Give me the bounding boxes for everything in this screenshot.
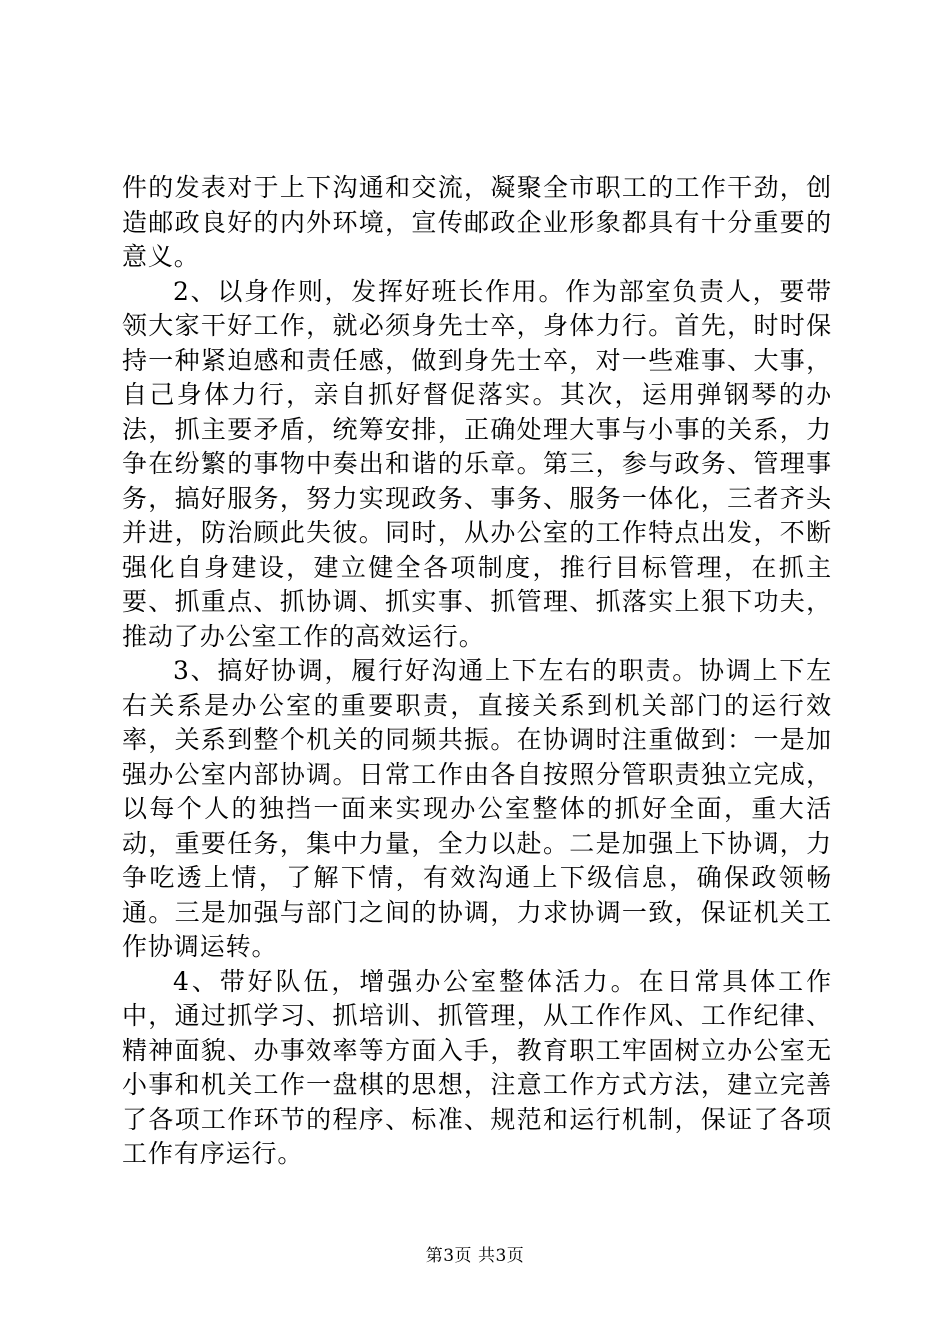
paragraph-continuation: 件的发表对于上下沟通和交流，凝聚全市职工的工作干劲，创造邮政良好的内外环境，宣传邮政企业形象都具有十分重要的意义。 xyxy=(122,173,832,271)
paragraph-item-4: 4、带好队伍，增强办公室整体活力。在日常具体工作中，通过抓学习、抓培训、抓管理，从工作作风、工作纪律、精神面貌、办事效率等方面入手，教育职工牢固树立办公室无小事和机关工作一盘棋的思想，注意工作方式方法，建立完善了各项工作环节的程序、标准、规范和运行机制，保证了各项工作有序运行。 xyxy=(122,966,832,1168)
body-text xyxy=(122,171,832,1172)
paragraph-item-2: 2、以身作则，发挥好班长作用。作为部室负责人，要带领大家干好工作，就必须身先士卒，身体力行。首先，时时保持一种紧迫感和责任感，做到身先士卒，对一些难事、大事，自己身体力行，亲自抓好督促落实。其次，运用弹钢琴的办法，抓主要矛盾，统筹安排，正确处理大事与小事的关系，力争在纷繁的事物中奏出和谐的乐章。第三，参与政务、管理事务，搞好服务，努力实现政务、事务、服务一体化，三者齐头并进，防治顾此失彼。同时，从办公室的工作特点出发，不断强化自身建设，建立健全各项制度，推行目标管理，在抓主要、抓重点、抓协调、抓实事、抓管理、抓落实上狠下功夫，推动了办公室工作的高效运行。 xyxy=(122,276,832,651)
paragraph-item-3: 3、搞好协调，履行好沟通上下左右的职责。协调上下左右关系是办公室的重要职责，直接关系到机关部门的运行效率，关系到整个机关的同频共振。在协调时注重做到：一是加强办公室内部协调。日常工作由各自按照分管职责独立完成，以每个人的独挡一面来实现办公室整体的抓好全面，重大活动，重要任务，集中力量，全力以赴。二是加强上下协调，力争吃透上情，了解下情，有效沟通上下级信息，确保政领畅通。三是加强与部门之间的协调，力求协调一致，保证机关工作协调运转。 xyxy=(122,656,832,961)
page-number-footer: 第3页 共3页 xyxy=(425,1246,525,1266)
